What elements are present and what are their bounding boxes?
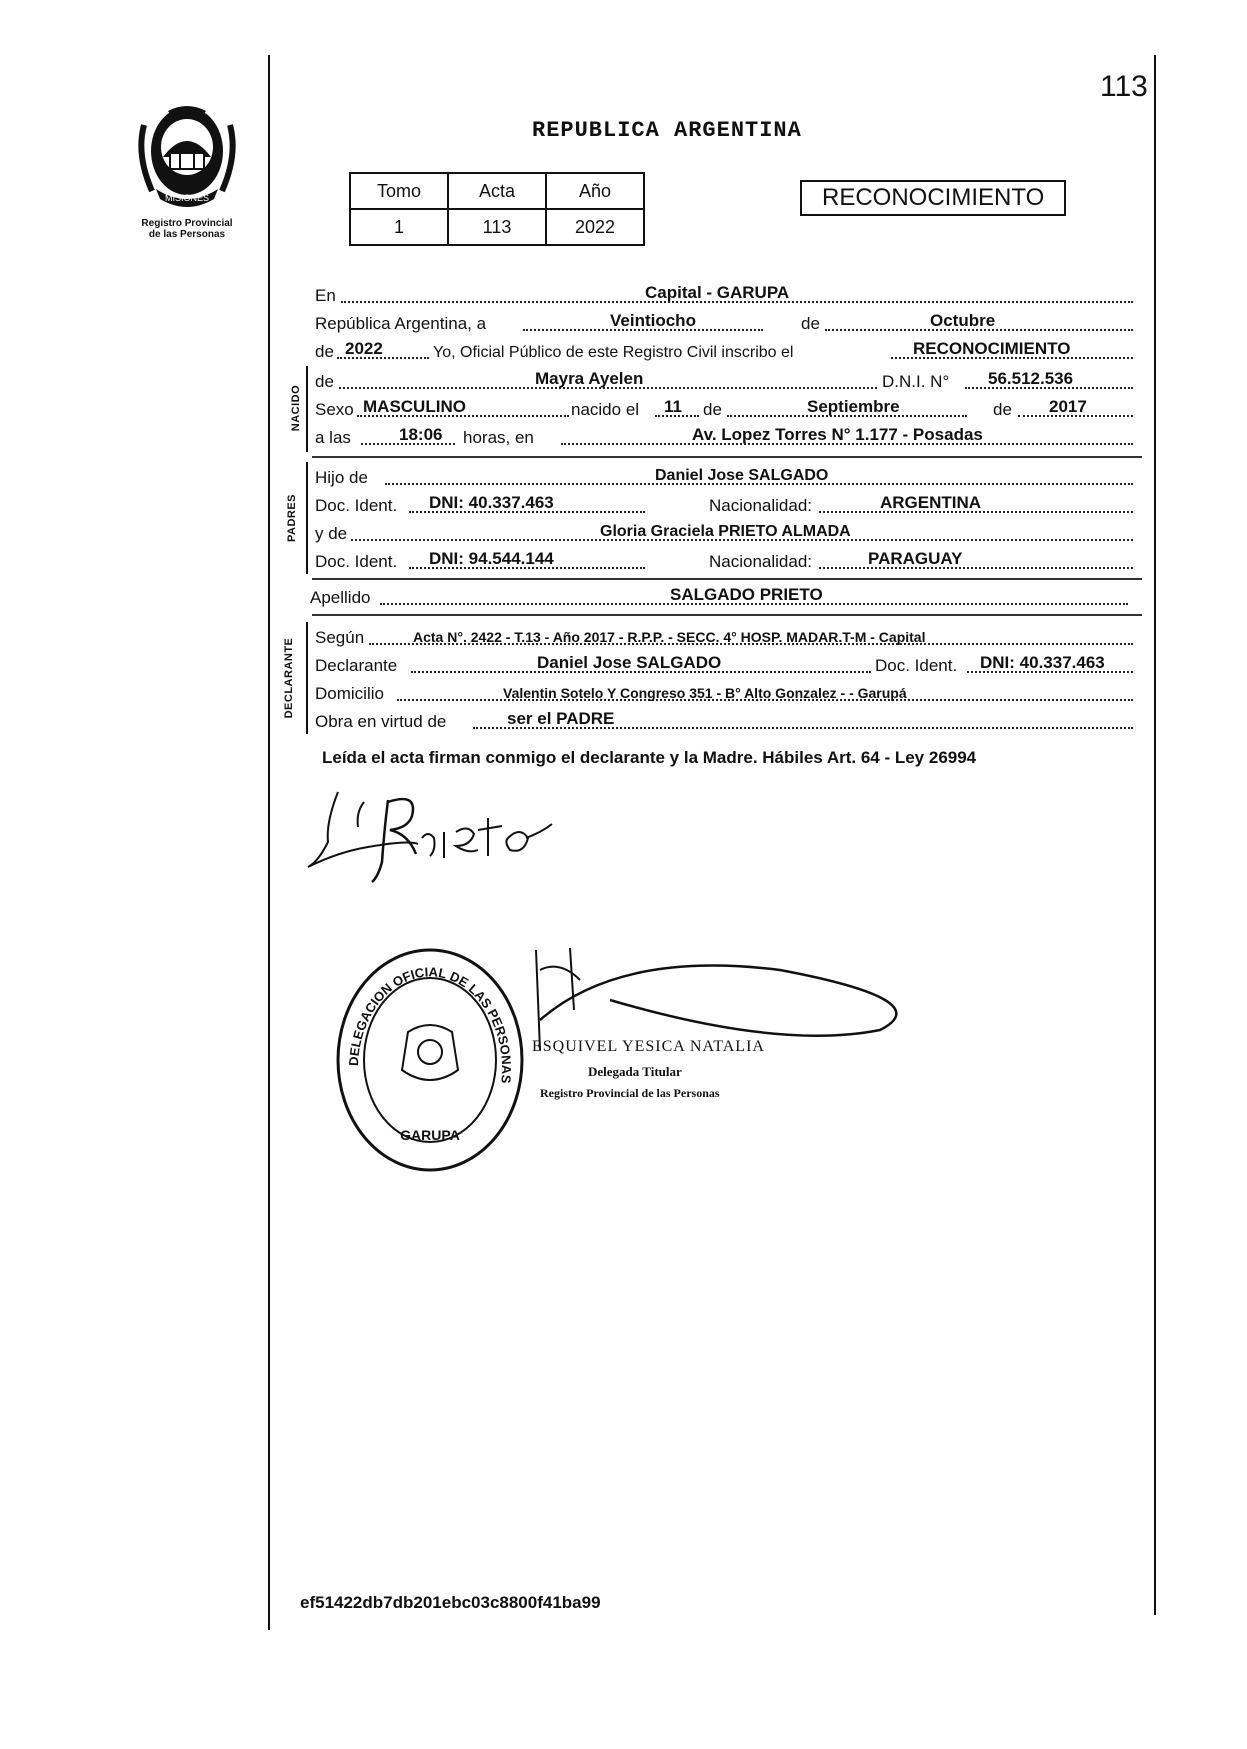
declarante-value: Daniel Jose SALGADO (537, 653, 722, 672)
yo-text: Yo, Oficial Público de este Registro Civil inscribo el (433, 344, 794, 361)
acta-value-tomo: 1 (350, 209, 448, 245)
padres-side-label: PADRES (286, 493, 298, 543)
mother-name: Gloria Graciela PRIETO ALMADA (600, 523, 851, 540)
row-republica (315, 310, 1147, 336)
horas-label: horas, en (463, 428, 534, 447)
segun-value: Acta N°. 2422 - T.13 - Año 2017 - R.P.P. - SECC. 4° HOSP. MADAR.T-M - Capital (413, 629, 926, 645)
nacido-name: Mayra Ayelen (535, 369, 644, 388)
seal-word: MISIONES (164, 193, 210, 203)
month-value: Octubre (930, 311, 996, 330)
row-padres-madre (315, 520, 1147, 546)
row-padres-doc (315, 492, 1147, 518)
hijo-label: Hijo de (315, 468, 368, 487)
republica-label: República Argentina, a (315, 314, 487, 333)
separator-3 (312, 614, 1142, 616)
acta-value-anio: 2022 (546, 209, 644, 245)
day-words: Veintiocho (610, 311, 696, 330)
acta-table-values (350, 209, 644, 245)
en-label: En (315, 286, 336, 305)
right-margin-line (1154, 55, 1156, 1615)
acta-table (349, 172, 645, 246)
row-en (315, 282, 1147, 308)
father-name: Daniel Jose SALGADO (655, 467, 829, 484)
yde-label: y de (315, 524, 348, 543)
dots (819, 567, 1133, 569)
de-label-3: de (993, 400, 1012, 419)
birth-day: 11 (664, 397, 682, 416)
stamp-ring-text: DELEGACION OFICIAL DE LAS PERSONAS (345, 964, 515, 1085)
official-name: ESQUIVEL YESICA NATALIA (532, 1038, 765, 1055)
row-domicilio (315, 680, 1147, 706)
signature-icon (298, 772, 558, 892)
obra-value: ser el PADRE (507, 709, 615, 728)
document-hash: ef51422db7db201ebc03c8800f41ba99 (300, 1593, 601, 1612)
father-doc: DNI: 40.337.463 (429, 493, 554, 512)
obra-label: Obra en virtud de (315, 712, 447, 731)
province-logo (128, 95, 246, 240)
nacido-dni: 56.512.536 (988, 369, 1074, 388)
father-nationality: ARGENTINA (880, 493, 982, 512)
doc-label: Doc. Ident. (315, 496, 398, 515)
birth-month: Septiembre (807, 397, 900, 416)
separator-1 (312, 456, 1142, 458)
row-year (315, 338, 1147, 364)
apellido-value: SALGADO PRIETO (670, 585, 823, 604)
dni-label: D.N.I. N° (882, 372, 950, 391)
domicilio-label: Domicilio (315, 684, 384, 703)
acta-value-acta: 113 (448, 209, 546, 245)
acta-header-acta: Acta (448, 173, 546, 209)
segun-label: Según (315, 628, 365, 647)
acta-table-header (350, 173, 644, 209)
de2-label: de (315, 342, 334, 361)
row-apellido (310, 584, 1142, 610)
birth-place: Av. Lopez Torres N° 1.177 - Posadas (692, 425, 983, 444)
nacido-side-label: NACIDO (290, 384, 302, 432)
nacido-de-label: de (315, 372, 334, 391)
stamp-bottom-text: GARUPA (400, 1127, 460, 1143)
row-segun (315, 624, 1147, 650)
year-value: 2022 (345, 339, 383, 358)
row-nacido-hora (315, 424, 1147, 450)
birth-hour: 18:06 (399, 425, 443, 444)
inscribe-value: RECONOCIMIENTO (913, 339, 1071, 358)
sexo-value: MASCULINO (363, 397, 466, 416)
row-nacido-name (315, 368, 1147, 394)
alas-label: a las (315, 428, 351, 447)
mother-doc: DNI: 94.544.144 (429, 549, 554, 568)
nacido-bar (306, 366, 308, 452)
acta-header-anio: Año (546, 173, 644, 209)
nacido-el-label: nacido el (571, 400, 640, 419)
row-padres-doc2 (315, 548, 1147, 574)
birth-year: 2017 (1049, 397, 1087, 416)
mother-nationality: PARAGUAY (868, 549, 963, 568)
nacionalidad-label: Nacionalidad: (709, 496, 813, 515)
logo-caption-1: Registro Provincial (141, 218, 233, 229)
de-label: de (801, 314, 820, 333)
acta-header-tomo: Tomo (350, 173, 448, 209)
row-declarante (315, 652, 1147, 678)
doc-label-2: Doc. Ident. (315, 552, 398, 571)
declarante-bar (306, 622, 308, 734)
declarante-side-label: DECLARANTE (283, 637, 295, 719)
declarante-label: Declarante (315, 656, 398, 675)
de-label-2: de (703, 400, 722, 419)
separator-2 (312, 578, 1142, 580)
declarante-doc-label: Doc. Ident. (875, 656, 958, 675)
en-value: Capital - GARUPA (645, 283, 790, 302)
province-seal-icon (128, 95, 246, 213)
row-nacido-sexo (315, 396, 1147, 422)
document-title: REPUBLICA ARGENTINA (532, 118, 802, 143)
nacionalidad-label-2: Nacionalidad: (709, 552, 813, 571)
domicilio-value: Valentin Sotelo Y Congreso 351 - B° Alto Gonzalez - - Garupá (503, 685, 907, 701)
sexo-label: Sexo (315, 400, 354, 419)
row-padres-hijo (315, 464, 1147, 490)
declarante-doc: DNI: 40.337.463 (980, 653, 1105, 672)
page-number: 113 (1100, 70, 1148, 103)
official-role: Delegada Titular (588, 1064, 682, 1079)
apellido-label: Apellido (310, 588, 371, 607)
left-margin-line (268, 55, 270, 1630)
signature (298, 772, 558, 892)
closing-statement: Leída el acta firman conmigo el declarante y la Madre. Hábiles Art. 64 - Ley 26994 (322, 748, 977, 767)
act-type-box: RECONOCIMIENTO (800, 180, 1066, 216)
row-obra (315, 708, 1147, 734)
official-office: Registro Provincial de las Personas (540, 1086, 720, 1100)
padres-bar (306, 462, 308, 574)
logo-caption-2: de las Personas (148, 229, 226, 240)
